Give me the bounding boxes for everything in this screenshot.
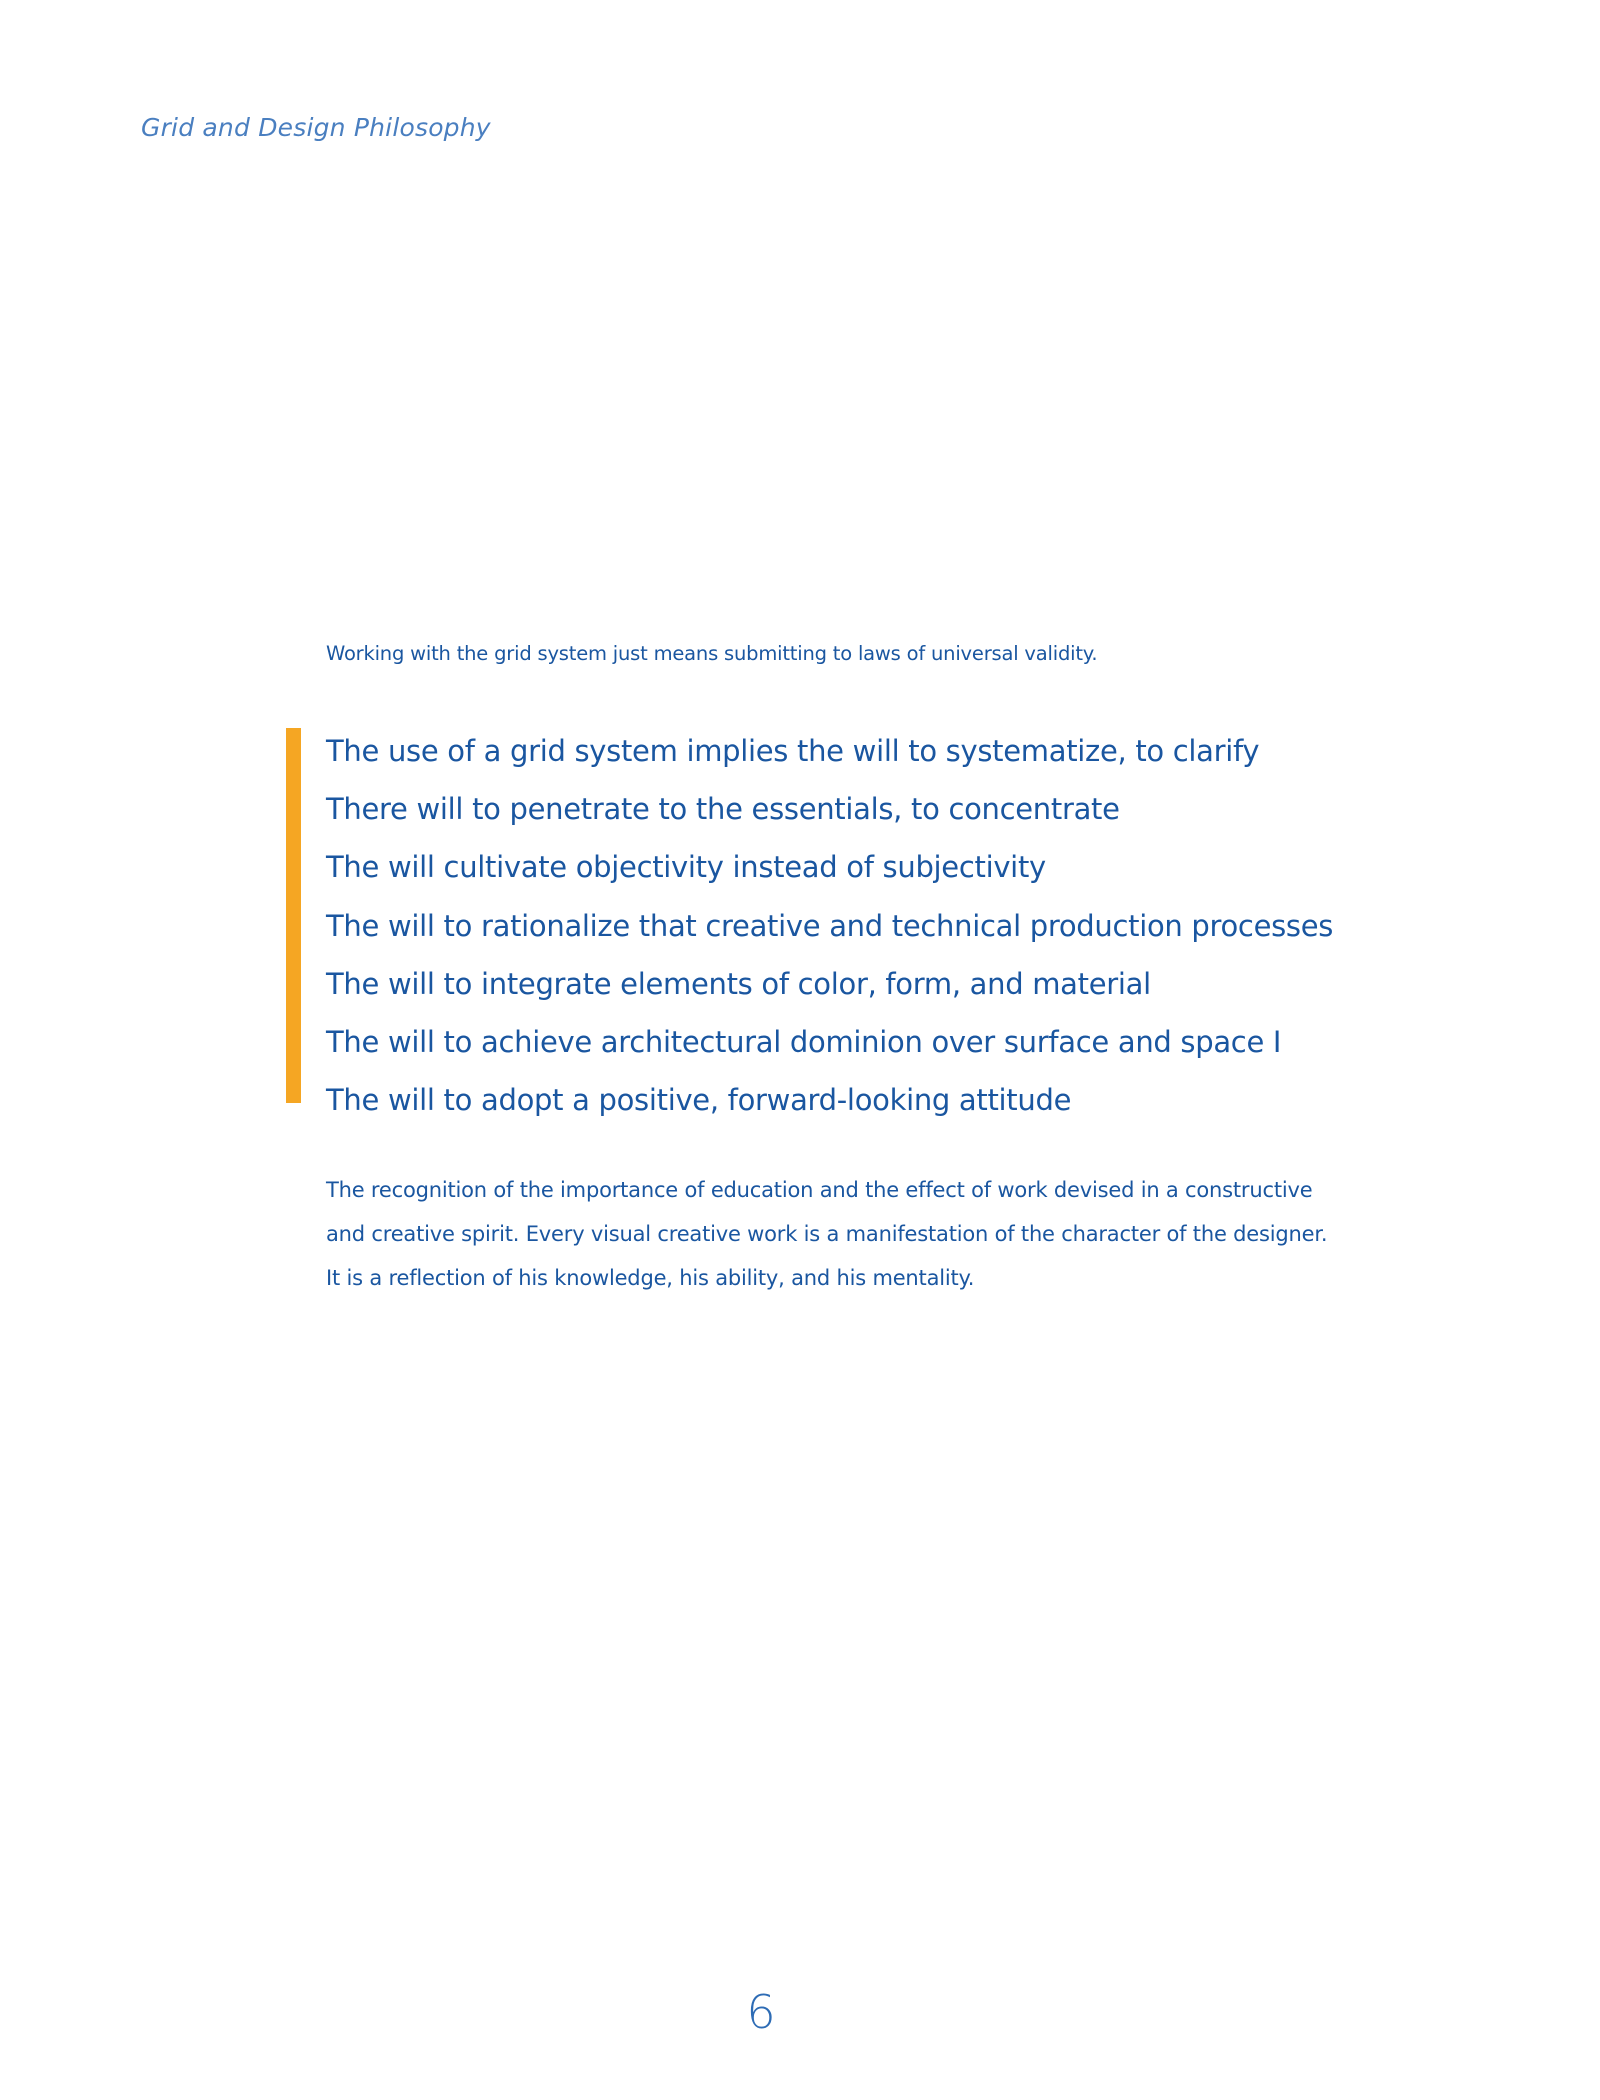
page-number: 6 [746, 1985, 776, 2039]
pull-quote-line: The will to rationalize that creative and technical production processes [326, 908, 1334, 943]
pull-quote-list [286, 722, 1386, 1129]
body-line: It is a reflection of his knowledge, his ability, and his mentality. [326, 1266, 975, 1290]
running-header: Grid and Design Philosophy [141, 113, 491, 142]
body-line: and creative spirit. Every visual creative work is a manifestation of the character of the designer. [326, 1222, 1328, 1246]
body-line: The recognition of the importance of education and the effect of work devised in a constructive [326, 1178, 1313, 1202]
intro-sentence: Working with the grid system just means submitting to laws of universal validity. [326, 642, 1098, 665]
pull-quote-line: The will to integrate elements of color, form, and material [326, 966, 1151, 1001]
pull-quote-line: The will to achieve architectural dominion over surface and space I [326, 1024, 1282, 1059]
body-paragraph [326, 1168, 1326, 1300]
accent-bar [286, 728, 301, 1103]
pull-quote-line: The use of a grid system implies the will to systematize, to clarify [326, 734, 1260, 768]
pull-quote [286, 722, 1386, 1129]
pull-quote-line: The will cultivate objectivity instead of subjectivity [326, 850, 1046, 885]
pull-quote-line: The will to adopt a positive, forward-looking attitude [326, 1083, 1072, 1118]
pull-quote-line: There will to penetrate to the essentials, to concentrate [326, 792, 1120, 827]
